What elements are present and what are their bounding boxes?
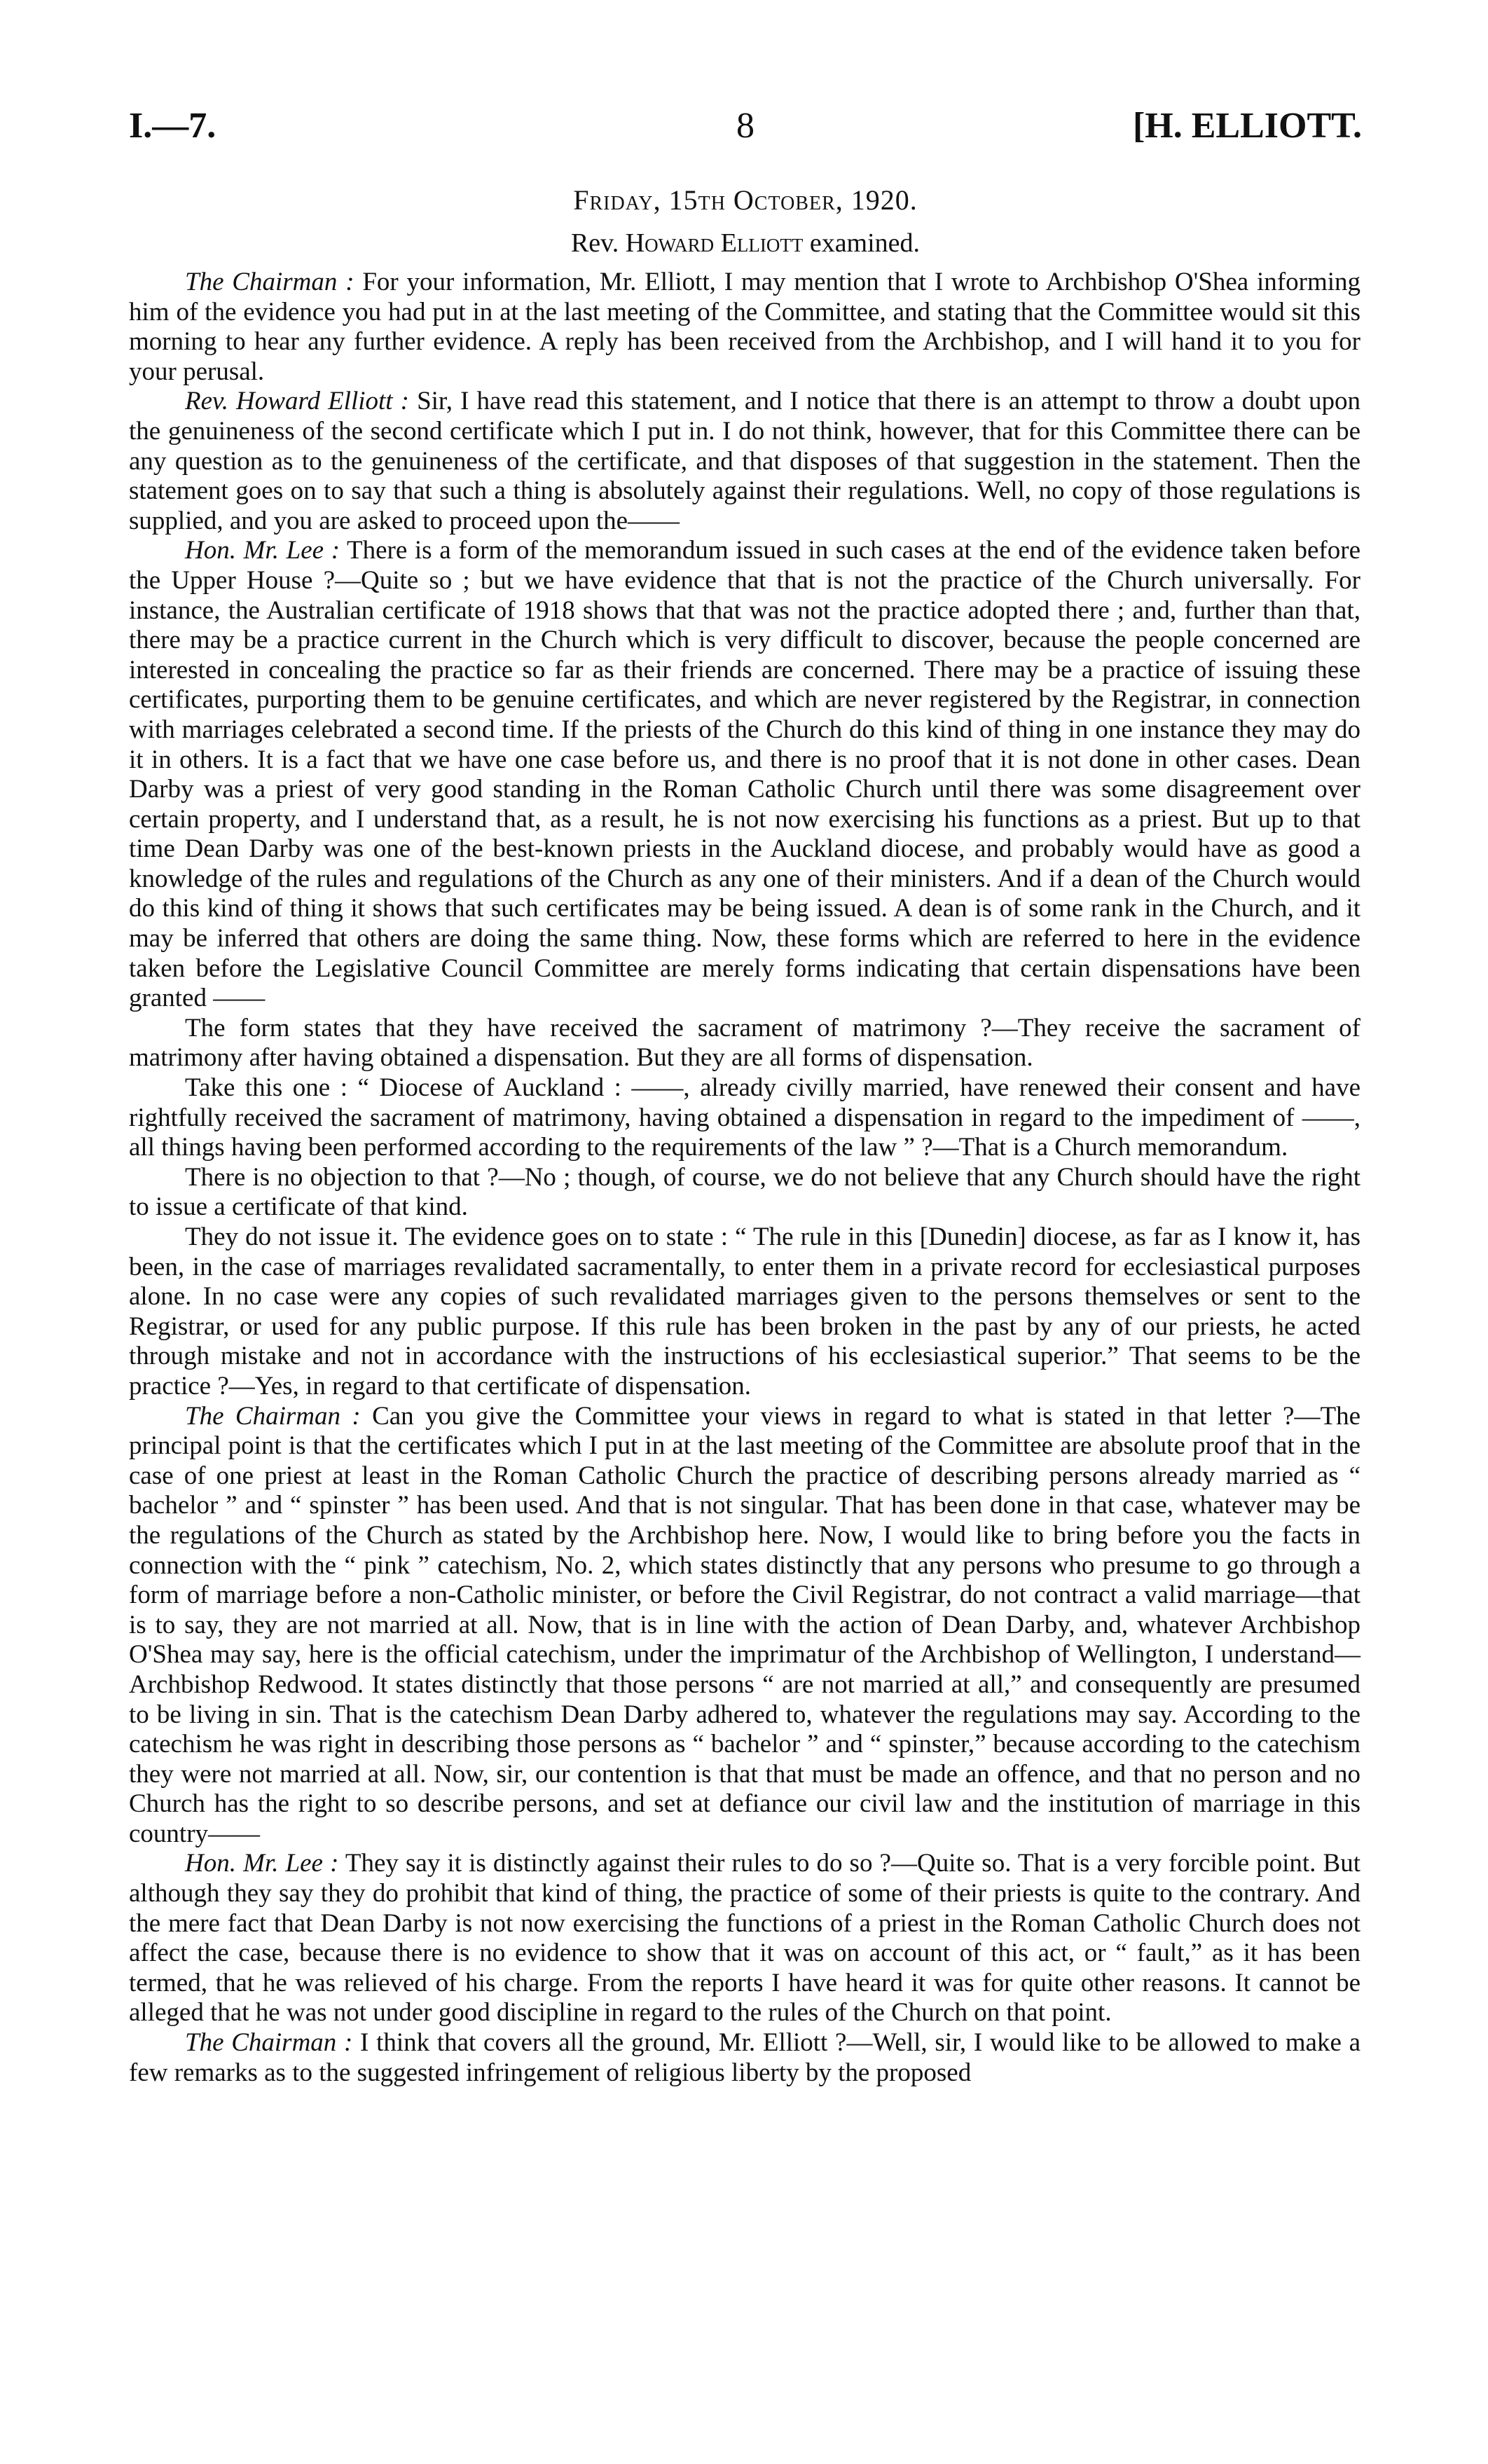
paragraph-text: For your information, Mr. Elliott, I may mention that I wrote to Archbishop O'Shea informing him of the evidence you had put in at the last meeting of the Committee, and stating that the Committee would sit this morning to hear any further evidence. A reply has been received from the Archbishop, and I will hand it to you for your perusal. [129,268,1361,386]
paragraph [129,536,1360,1014]
paragraph-text: Can you give the Committee your views in regard to what is stated in that letter ?—The principal point is that the certificates which I put in at the last meeting of the Committee are absolute proof that in the case of one priest at least in the Roman Catholic Church the practice of describing persons already married as “ bachelor ” and “ spinster ” has been used. And that is not singular. That has been done in that case, whatever may be the regulations of the Church as stated by the Archbishop here. Now, I would like to bring before you the facts in connection with the “ pink ” catechism, No. 2, which states distinctly that any persons who presume to go through a form of marriage before a non-Catholic minister, or before the Civil Registrar, do not contract a valid marriage—that is to say, they are not married at all. Now, that is in line with the action of Dean Darby, and, whatever Archbishop O'Shea may say, here is the official catechism, under the imprimatur of the Archbishop of Wellington, I understand—Archbishop Redwood. It states distinctly that those persons “ are not married at all,” and consequently are presumed to be living in sin. That is the catechism Dean Darby adhered to, whatever the regulations may say. According to the catechism he was right in describing those persons as “ bachelor ” and “ spinster,” because according to the catechism they were not married at all. Now, sir, our contention is that that must be made an offence, and that no person and no Church has the right to so describe persons, and set at defiance our civil law and the institution of marriage in this country—— [129,1401,1361,1848]
paper-number: I.—7. [129,106,216,146]
witness-running-head: [H. ELLIOTT. [1132,106,1362,146]
witness-title: Rev. [570,228,619,258]
speaker: Hon. Mr. Lee : [185,536,340,565]
paragraph [129,387,1360,536]
speaker: The Chairman : [185,268,354,296]
page-header [129,105,1362,154]
paragraph [129,1163,1360,1223]
session-date: Friday, 15th October, 1920. [573,184,918,216]
witness-heading [129,228,1362,259]
paragraph-text: They do not issue it. The evidence goes on to state : “ The rule in this [Dunedin] diocese, as far as I know it, has been, in the case of marriages revalidated sacramentally, to enter them in a private record for ecclesiastical purposes alone. In no case were any copies of such revalidated marriages given to the persons themselves or sent to the Registrar, or used for any public purpose. If this rule has been broken in the past by any of our priests, he acted through mistake and not in accordance with the instructions of his ecclesiastical superior.” That seems to be the practice ?—Yes, in regard to that certificate of dispensation. [129,1223,1360,1400]
speaker: The Chairman : [185,2028,353,2058]
paragraph [129,1223,1360,1402]
paragraph [129,1849,1360,2028]
paragraph-text: The form states that they have received the sacrament of matrimony ?—They receive the sacrament of matrimony after having obtained a dispensation. But they are all forms of dispensation. [129,1013,1360,1073]
paragraph [129,2028,1360,2088]
paragraph [129,268,1360,387]
speaker: Hon. Mr. Lee : [185,1849,339,1878]
paragraph-text: There is no objection to that ?—No ; though, of course, we do not believe that any Church should have the right to issue a certificate of that kind. [129,1162,1360,1222]
witness-name: Howard Elliott [625,228,804,258]
page-number: 8 [736,106,755,146]
witness-status: examined. [809,228,921,258]
transcript-body [129,268,1360,2088]
paragraph-text: I think that covers all the ground, Mr. Elliott ?—Well, sir, I would like to be allowed to make a few remarks as to the suggested infringement of religious liberty by the proposed [129,2028,1360,2087]
paragraph-text: They say it is distinctly against their rules to do so ?—Quite so. That is a very forcible point. But although they say they do prohibit that kind of thing, the practice of some of their priests is quite to the contrary. And the mere fact that Dean Darby is not now exercising the functions of a priest in the Roman Catholic Church does not affect the case, because there is no evidence to show that it was on account of this act, or “ fault,” as it has been termed, that he was relieved of his charge. From the reports I have heard it was for quite other reasons. It cannot be alleged that he was not under good discipline in regard to the rules of the Church on that point. [129,1849,1360,2028]
paragraph-text: There is a form of the memorandum issued in such cases at the end of the evidence taken before the Upper House ?—Quite so ; but we have evidence that that is not the practice of the Church universally. For instance, the Australian certificate of 1918 shows that that was not the practice adopted there ; and, further than that, there may be a practice current in the Church which is very difficult to discover, because the people concerned are interested in concealing the practice so far as their friends are concerned. There may be a practice of issuing these certificates, purporting them to be genuine certificates, and which are never registered by the Registrar, in connection with marriages celebrated a second time. If the priests of the Church do this kind of thing in one instance they may do it in others. It is a fact that we have one case before us, and there is no proof that it is not done in other cases. Dean Darby was a priest of very good standing in the Roman Catholic Church until there was some disagreement over certain property, and I understand that, as a result, he is not now exercising his functions as a priest. But up to that time Dean Darby was one of the best-known priests in the Auckland diocese, and probably would have as good a knowledge of the rules and regulations of the Church as any one of their ministers. And if a dean of the Church would do this kind of thing it shows that such certificates may be being issued. A dean is of some rank in the Church, and it may be inferred that others are doing the same thing. Now, these forms which are referred to here in the evidence taken before the Legislative Council Committee are merely forms indicating that certain dispensations have been granted —— [129,536,1360,1013]
paragraph-text: Sir, I have read this statement, and I notice that there is an attempt to throw a doubt upon the genuineness of the second certificate which I put in. I do not think, however, that for this Committee there can be any question as to the genuineness of the certificate, and that disposes of that suggestion in the statement. Then the statement goes on to say that such a thing is absolutely against their regulations. Well, no copy of those regulations is supplied, and you are asked to proceed upon the—— [129,387,1360,535]
paragraph [129,1073,1360,1163]
speaker: Rev. Howard Elliott : [185,387,409,416]
paragraph [129,1014,1360,1073]
speaker: The Chairman : [185,1401,361,1431]
paragraph [129,1402,1360,1850]
paragraph-text: Take this one : “ Diocese of Auckland : ——, already civilly married, have renewed their consent and have rightfully received the sacrament of matrimony, having obtained a dispensation in regard to the impediment of ——, all things having been performed according to the requirements of the law ” ?—That is a Church memorandum. [129,1073,1360,1162]
